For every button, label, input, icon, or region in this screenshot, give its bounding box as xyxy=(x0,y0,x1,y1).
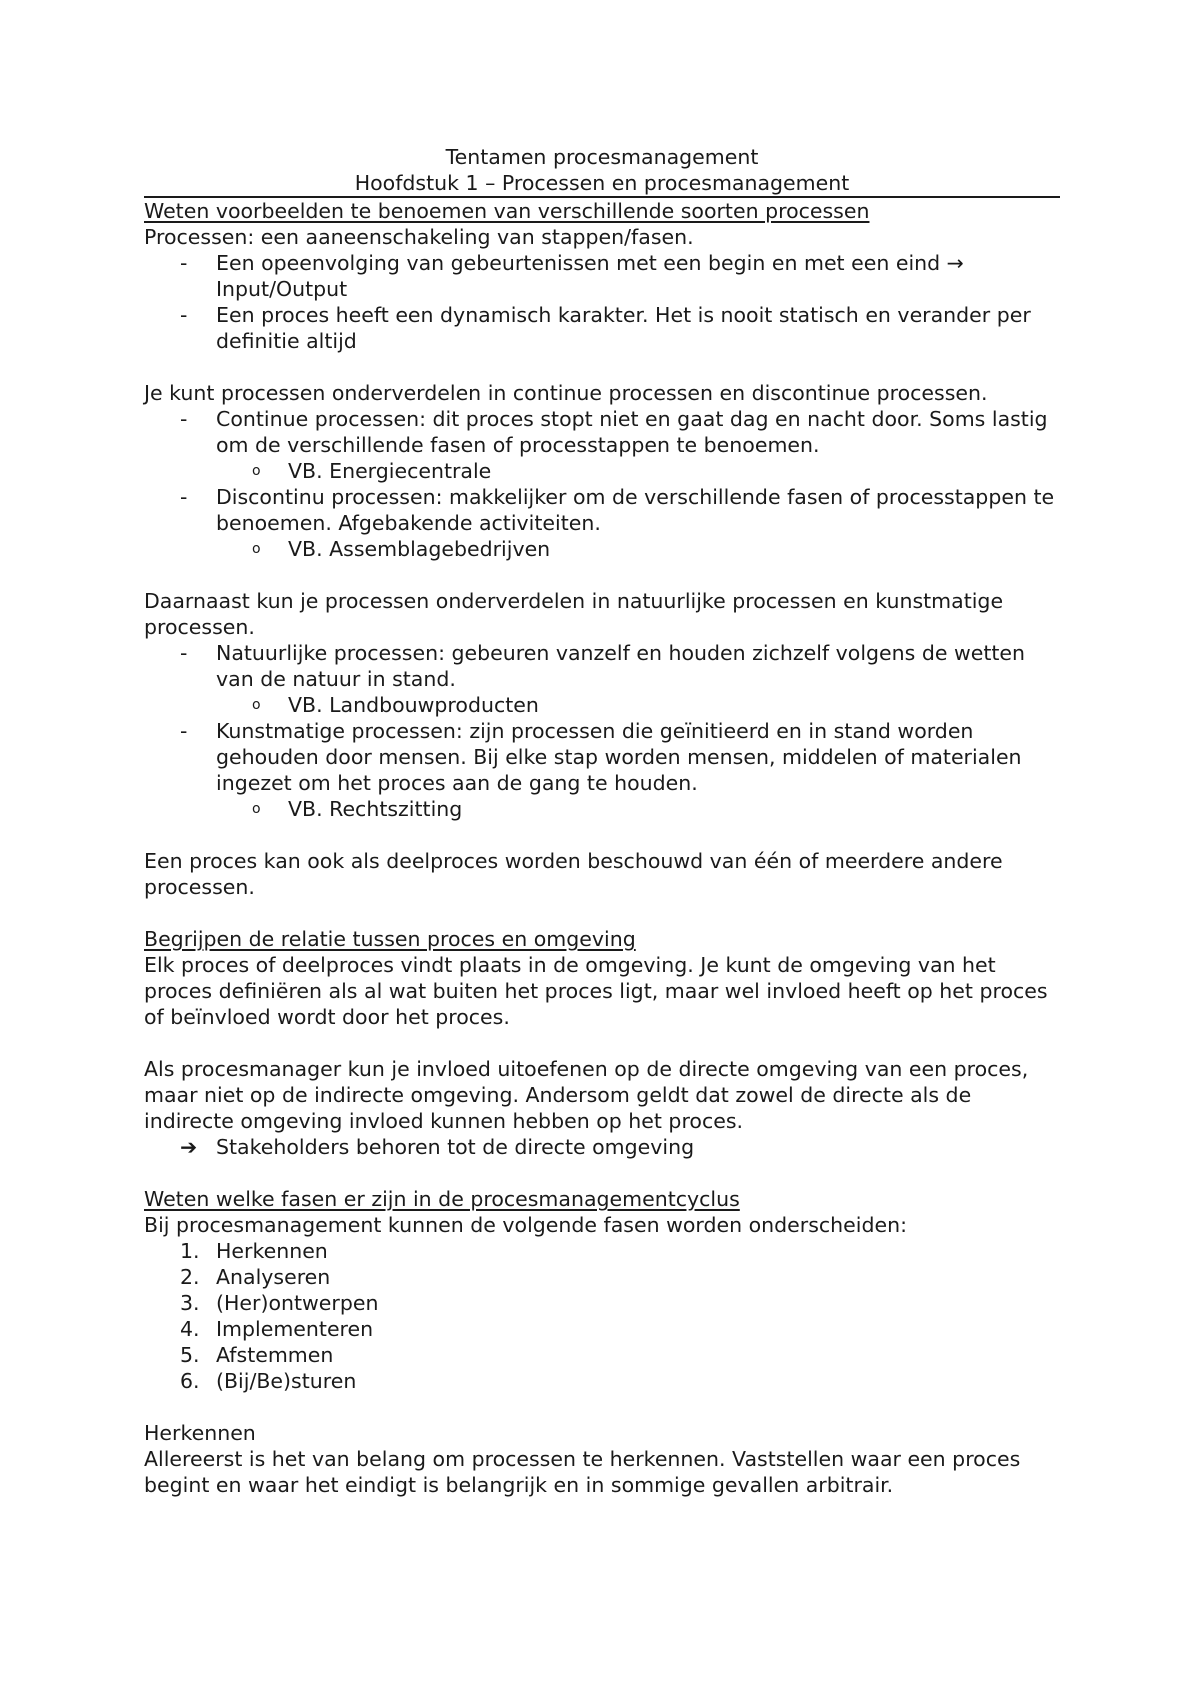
paragraph: Een proces kan ook als deelproces worden beschouwd van één of meerdere andere processen. xyxy=(144,849,1003,899)
section-heading-soorten-processen: Weten voorbeelden te benoemen van verschillende soorten processen xyxy=(144,199,870,223)
chapter-title: Hoofdstuk 1 – Processen en procesmanagement xyxy=(144,170,1060,198)
numbered-list xyxy=(144,1238,1060,1394)
paragraph: Daarnaast kun je processen onderverdelen in natuurlijke processen en kunstmatige processen. xyxy=(144,589,1004,639)
circle-bullet: o xyxy=(252,463,261,479)
sub-list-item: o VB. Rechtszitting xyxy=(252,797,463,821)
list-number: 4. xyxy=(180,1317,200,1341)
bullet-list xyxy=(144,484,1060,536)
paragraph: Elk proces of deelproces vindt plaats in de omgeving. Je kunt de omgeving van het proces definiëren als al wat buiten het proces ligt, maar wel invloed heeft op het proces of beïnvloed wordt door het proces. xyxy=(144,953,1048,1029)
sub-list-item: o VB. Assemblagebedrijven xyxy=(252,537,551,561)
list-item: 6. (Bij/Be)sturen xyxy=(180,1369,357,1393)
paragraph: Als procesmanager kun je invloed uitoefenen op de directe omgeving van een proces, maar niet op de indirecte omgeving. Andersom geldt dat zowel de directe als de indirecte omgeving invloed kunnen hebben op het proces. xyxy=(144,1057,1029,1133)
list-item: - Continue processen: dit proces stopt niet en gaat dag en nacht door. Soms lastig om de verschillende fasen of processtappen te benoemen. xyxy=(180,407,1048,457)
list-number: 1. xyxy=(180,1239,200,1263)
section-heading-proces-omgeving: Begrijpen de relatie tussen proces en omgeving xyxy=(144,927,636,951)
dash-bullet: - xyxy=(180,303,188,327)
sub-bullet-list xyxy=(144,692,1060,718)
dash-bullet: - xyxy=(180,485,188,509)
paragraph: Allereerst is het van belang om processen te herkennen. Vaststellen waar een proces begint en waar het eindigt is belangrijk en in sommige gevallen arbitrair. xyxy=(144,1447,1021,1497)
document-page xyxy=(144,144,1060,1498)
list-number: 6. xyxy=(180,1369,200,1393)
sub-heading-herkennen: Herkennen xyxy=(144,1421,256,1445)
arrow-right-icon: ➔ xyxy=(180,1135,198,1159)
bullet-list xyxy=(144,640,1060,692)
dash-bullet: - xyxy=(180,407,188,431)
bullet-list xyxy=(144,250,1060,354)
list-item: 2. Analyseren xyxy=(180,1265,331,1289)
sub-list-item: o VB. Landbouwproducten xyxy=(252,693,539,717)
circle-bullet: o xyxy=(252,697,261,713)
sub-bullet-list xyxy=(144,796,1060,822)
document-title: Tentamen procesmanagement xyxy=(445,145,759,169)
paragraph: Processen: een aaneenschakeling van stappen/fasen. xyxy=(144,225,694,249)
list-number: 2. xyxy=(180,1265,200,1289)
list-number: 3. xyxy=(180,1291,200,1315)
section-heading-procesmanagementcyclus: Weten welke fasen er zijn in de procesmanagementcyclus xyxy=(144,1187,740,1211)
bullet-list xyxy=(144,718,1060,796)
dash-bullet: - xyxy=(180,251,188,275)
list-item: - Een opeenvolging van gebeurtenissen met een begin en met een eind → Input/Output xyxy=(180,251,964,301)
circle-bullet: o xyxy=(252,541,261,557)
list-item: - Discontinu processen: makkelijker om de verschillende fasen of processtappen te benoemen. Afgebakende activiteiten. xyxy=(180,485,1055,535)
list-item: 3. (Her)ontwerpen xyxy=(180,1291,379,1315)
list-item: - Een proces heeft een dynamisch karakter. Het is nooit statisch en verander per definitie altijd xyxy=(180,303,1031,353)
list-item: - Natuurlijke processen: gebeuren vanzelf en houden zichzelf volgens de wetten van de natuur in stand. xyxy=(180,641,1026,691)
list-item: 5. Afstemmen xyxy=(180,1343,334,1367)
circle-bullet: o xyxy=(252,801,261,817)
paragraph: Bij procesmanagement kunnen de volgende fasen worden onderscheiden: xyxy=(144,1213,907,1237)
list-item: 4. Implementeren xyxy=(180,1317,374,1341)
sub-bullet-list xyxy=(144,458,1060,484)
list-item: ➔ Stakeholders behoren tot de directe omgeving xyxy=(180,1135,695,1159)
list-item: 1. Herkennen xyxy=(180,1239,328,1263)
sub-bullet-list xyxy=(144,536,1060,562)
sub-list-item: o VB. Energiecentrale xyxy=(252,459,492,483)
list-number: 5. xyxy=(180,1343,200,1367)
dash-bullet: - xyxy=(180,719,188,743)
list-item: - Kunstmatige processen: zijn processen die geïnitieerd en in stand worden gehouden door mensen. Bij elke stap worden mensen, middelen of materialen ingezet om het proces aan de gang te houden. xyxy=(180,719,1022,795)
dash-bullet: - xyxy=(180,641,188,665)
arrow-list xyxy=(144,1134,1060,1160)
paragraph: Je kunt processen onderverdelen in continue processen en discontinue processen. xyxy=(144,381,988,405)
bullet-list xyxy=(144,406,1060,458)
